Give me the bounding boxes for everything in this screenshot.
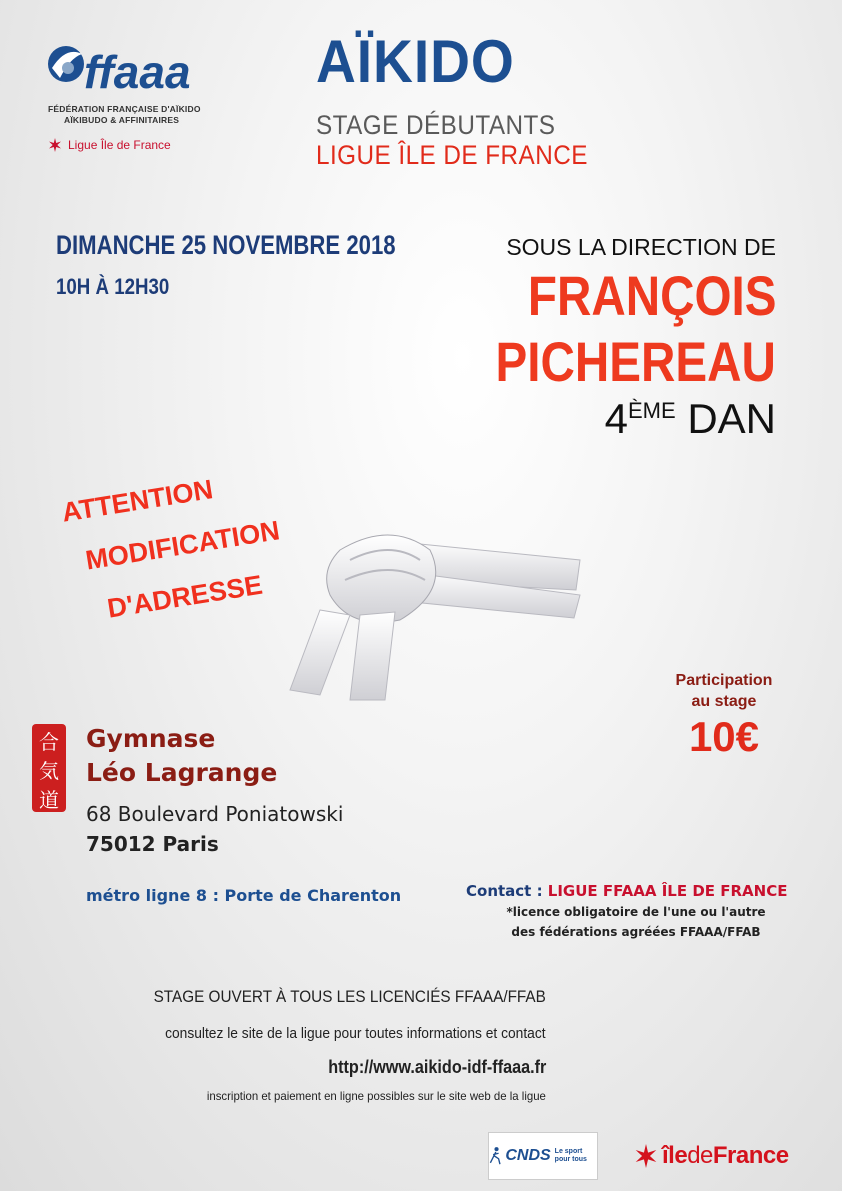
price-label-line1: Participation — [675, 672, 773, 689]
teacher-rank — [604, 395, 776, 442]
rank-number: 4 — [604, 395, 628, 442]
white-belt-image — [280, 500, 590, 710]
venue-city: 75012 Paris — [86, 832, 219, 856]
cnds-wordmark: CNDS — [505, 1147, 551, 1164]
consult-site-text: consultez le site de la ligue pour toutes informations et contact — [165, 1025, 546, 1042]
rank-suffix: ÈME — [627, 398, 676, 423]
kanji-3: 道 — [39, 790, 59, 812]
page-title: AÏKIDO — [316, 28, 515, 95]
notice-line3: D'ADRESSE — [105, 569, 265, 624]
federation-name-line1: FÉDÉRATION FRANÇAISE D'AÏKIDO — [48, 104, 201, 114]
aikido-kanji-badge — [32, 724, 66, 812]
licence-note-line2: des fédérations agréées FFAAA/FFAB — [511, 925, 761, 939]
notice-line2: MODIFICATION — [83, 515, 282, 576]
venue-street: 68 Boulevard Poniatowski — [86, 802, 344, 826]
notice-line1: ATTENTION — [59, 474, 215, 528]
teacher-first-name: FRANÇOIS — [527, 264, 776, 327]
venue-name-line1: Gymnase — [86, 724, 216, 753]
open-to-all-text: STAGE OUVERT À TOUS LES LICENCIÉS FFAAA/FFAB — [153, 987, 546, 1006]
page-subtitle: STAGE DÉBUTANTS — [316, 110, 556, 140]
price-value: 10€ — [688, 713, 760, 760]
logo-wordmark: ffaaa — [84, 46, 191, 98]
ligue-label-text: Ligue Île de France — [68, 138, 171, 152]
address-change-notice — [60, 467, 290, 628]
price-label — [660, 670, 788, 712]
cnds-tagline: Le sport pour tous — [554, 1148, 587, 1163]
metro-info: métro ligne 8 : Porte de Charenton — [86, 886, 402, 905]
star-icon — [634, 1144, 658, 1168]
teacher-last-name: PICHEREAU — [495, 330, 776, 393]
price-label-line2: au stage — [691, 693, 757, 710]
runner-icon — [489, 1142, 501, 1170]
kanji-1: 合 — [39, 732, 59, 754]
federation-name-line2: AÏKIBUDO & AFFINITAIRES — [64, 115, 180, 125]
ligue-label — [48, 138, 171, 152]
idf-part2: de — [687, 1142, 713, 1169]
venue-name-line2: Léo Lagrange — [86, 758, 278, 787]
iledefrance-logo — [634, 1142, 789, 1170]
website-link[interactable]: http://www.aikido-idf-ffaaa.fr — [327, 1057, 546, 1077]
kanji-2: 気 — [39, 761, 59, 783]
rank-word: DAN — [687, 395, 776, 442]
star-icon — [48, 138, 62, 152]
contact-value: LIGUE FFAAA ÎLE DE FRANCE — [547, 882, 788, 900]
direction-label: SOUS LA DIRECTION DE — [506, 234, 776, 260]
idf-part1: île — [662, 1142, 688, 1169]
contact-label: Contact : — [466, 882, 548, 900]
contact-line — [466, 884, 787, 899]
inscription-text: inscription et paiement en ligne possibles sur le site web de la ligue — [206, 1089, 546, 1103]
ffaaa-logo — [46, 38, 206, 158]
event-hours: 10H À 12H30 — [56, 274, 170, 299]
event-date: DIMANCHE 25 NOVEMBRE 2018 — [56, 230, 396, 260]
licence-note-line1: *licence obligatoire de l'une ou l'autre — [506, 905, 766, 919]
cnds-logo — [488, 1132, 598, 1180]
ffaaa-logo-icon — [46, 38, 196, 98]
idf-part3: France — [712, 1142, 789, 1169]
header-ligue: LIGUE ÎLE DE FRANCE — [316, 140, 588, 170]
